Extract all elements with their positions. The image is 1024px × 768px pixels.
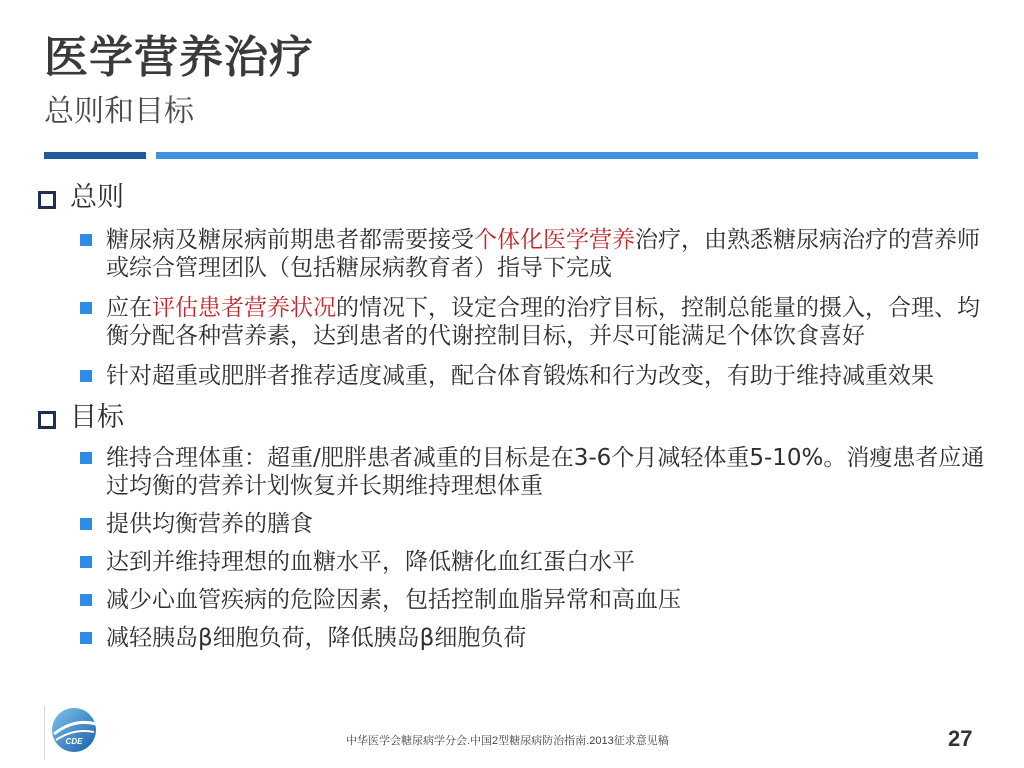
square-bullet-icon: [80, 632, 92, 644]
item-highlight: 个体化医学营养: [474, 227, 635, 253]
item-text: 针对超重或肥胖者推荐适度减重，配合体育锻炼和行为改变，有助于维持减重效果: [106, 363, 934, 389]
list-item: [38, 362, 988, 390]
item-text: 减少心血管疾病的危险因素，包括控制血脂异常和高血压: [106, 587, 681, 613]
content-body: [38, 180, 988, 652]
list-item: [38, 548, 988, 576]
item-highlight: 评估患者营养状况: [152, 295, 336, 321]
square-bullet-icon: [80, 518, 92, 530]
square-bullet-icon: [80, 370, 92, 382]
section-label: 总则: [70, 182, 124, 213]
section-heading: [38, 400, 988, 440]
item-text: 治疗，由熟悉糖尿病治疗的营养师或综合管理团队（包括糖尿病教育者）指导下完成: [106, 227, 980, 281]
section-label: 目标: [70, 402, 124, 433]
list-item: [38, 444, 988, 500]
slide-title: 医学营养治疗: [44, 32, 314, 83]
cde-logo-icon: [44, 700, 104, 760]
list-item: [38, 624, 988, 652]
hollow-square-bullet-icon: [38, 411, 56, 429]
title-rule-dark: [44, 152, 146, 159]
square-bullet-icon: [80, 594, 92, 606]
square-bullet-icon: [80, 302, 92, 314]
page-number: 27: [948, 726, 973, 751]
square-bullet-icon: [80, 452, 92, 464]
list-item: [38, 294, 988, 350]
list-item: [38, 226, 988, 282]
square-bullet-icon: [80, 556, 92, 568]
list-item: [38, 586, 988, 614]
slide-subtitle: 总则和目标: [44, 94, 194, 129]
title-rule-light: [156, 152, 978, 159]
item-text: 提供均衡营养的膳食: [106, 511, 313, 537]
item-text: 应在: [106, 295, 152, 321]
item-text: 达到并维持理想的血糖水平，降低糖化血红蛋白水平: [106, 549, 635, 575]
section-heading: [38, 180, 988, 220]
square-bullet-icon: [80, 234, 92, 246]
item-text: 减轻胰岛β细胞负荷，降低胰岛β细胞负荷: [106, 625, 527, 651]
item-text: 的情况下，设定合理的治疗目标，控制总能量的摄入，合理、均衡分配各种营养素，达到患者的代谢控制目标，并尽可能满足个体饮食喜好: [106, 295, 980, 349]
logo-text: CDE: [65, 737, 83, 746]
item-text: 维持合理体重：超重/肥胖患者减重的目标是在3-6个月减轻体重5-10%。消瘦患者应通过均衡的营养计划恢复并长期维持理想体重: [106, 445, 985, 499]
hollow-square-bullet-icon: [38, 191, 56, 209]
footer-source: 中华医学会糖尿病学分会.中国2型糖尿病防治指南.2013征求意见稿: [346, 735, 669, 747]
list-item: [38, 510, 988, 538]
item-text: 糖尿病及糖尿病前期患者都需要接受: [106, 227, 474, 253]
